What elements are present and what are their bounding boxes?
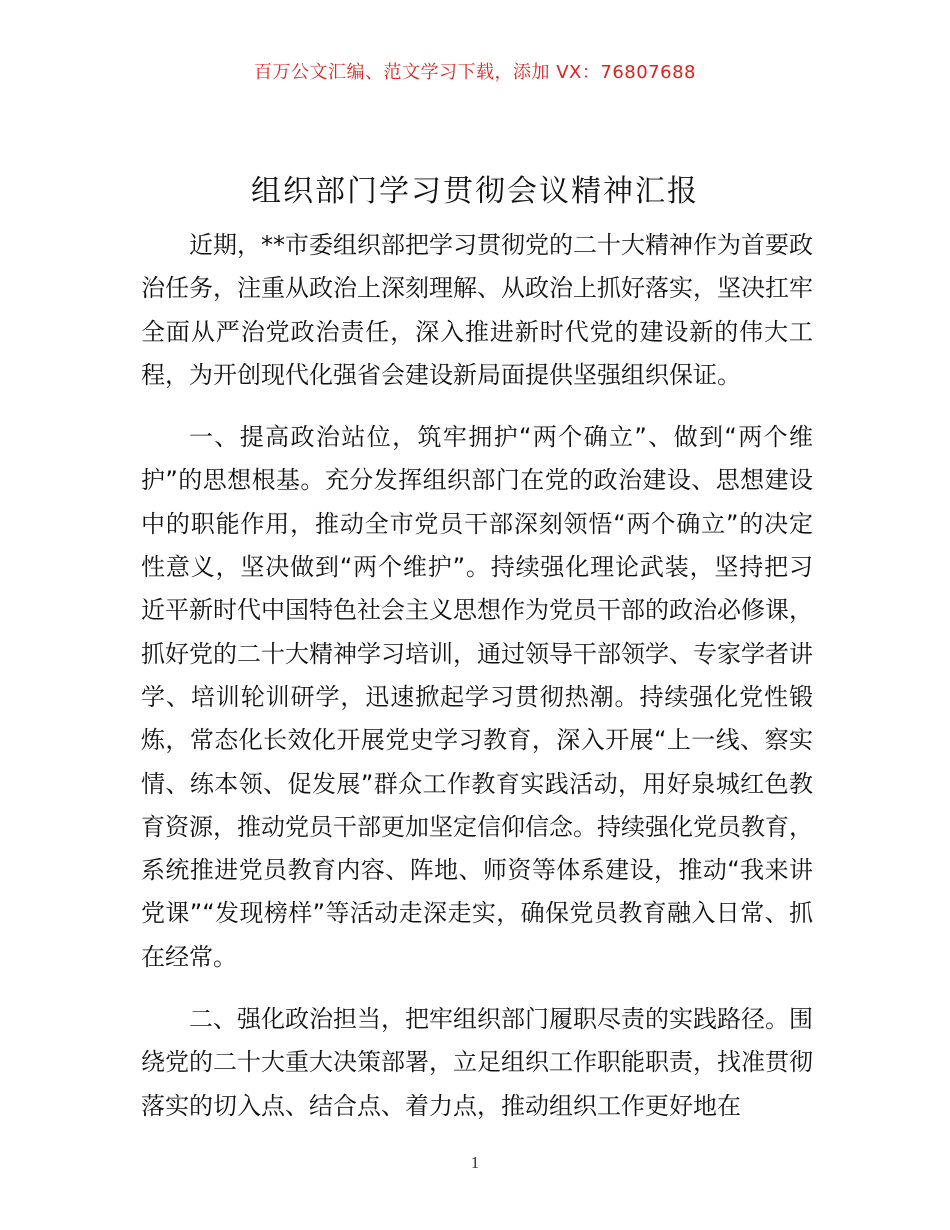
paragraph-section-1: 一、提高政治站位，筑牢拥护“两个确立”、做到“两个维护”的思想根基。充分发挥组织部门在党的政治建设、思想建设中的职能作用，推动全市党员干部深刻领悟“两个确立”的决定性意义，坚决做到“两个维护”。持续强化理论武装，坚持把习近平新时代中国特色社会主义思想作为党员干部的政治必修课，抓好党的二十大精神学习培训，通过领导干部领学、专家学者讲学、培训轮训研学，迅速掀起学习贯彻热潮。持续强化党性锻炼，常态化长效化开展党史学习教育，深入开展“上一线、察实情、练本领、促发展”群众工作教育实践活动，用好泉城红色教育资源，推动党员干部更加坚定信仰信念。持续强化党员教育，系统推进党员教育内容、阵地、师资等体系建设，推动“我来讲党课”“发现榜样”等活动走深走实，确保党员教育融入日常、抓在经常。 xyxy=(141,423,813,971)
header-banner: 百万公文汇编、范文学习下载，添加 VX：76807688 xyxy=(254,62,696,83)
document-body xyxy=(141,224,813,1128)
paragraph-intro: 近期，**市委组织部把学习贯彻党的二十大精神作为首要政治任务，注重从政治上深刻理解、从政治上抓好落实，坚决扛牢全面从严治党政治责任，深入推进新时代党的建设新的伟大工程，为开创现代化强省会建设新局面提供坚强组织保证。 xyxy=(141,231,813,389)
paragraph-section-2: 二、强化政治担当，把牢组织部门履职尽责的实践路径。围绕党的二十大重大决策部署，立足组织工作职能职责，找准贯彻落实的切入点、结合点、着力点，推动组织工作更好地在 xyxy=(141,1005,813,1120)
document-title: 组织部门学习贯彻会议精神汇报 xyxy=(251,174,699,209)
page-number: 1 xyxy=(470,1153,480,1172)
